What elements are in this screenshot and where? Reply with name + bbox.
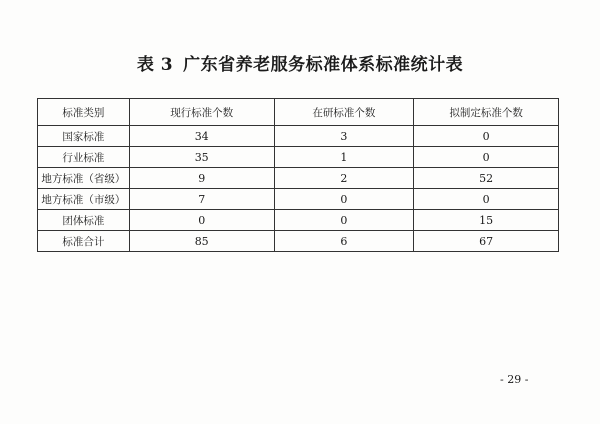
table-row — [38, 189, 559, 210]
category-cell: 标准合计 — [38, 231, 130, 252]
table-row — [38, 168, 559, 189]
category-cell: 国家标准 — [38, 126, 130, 147]
table-header-row — [38, 99, 559, 126]
current-count-cell: 34 — [129, 126, 274, 147]
header-category: 标准类别 — [38, 99, 130, 126]
current-count-cell: 85 — [129, 231, 274, 252]
researching-count-cell: 6 — [274, 231, 414, 252]
planned-count-cell: 0 — [414, 147, 559, 168]
current-count-cell: 0 — [129, 210, 274, 231]
page-number: - 29 - — [500, 373, 529, 386]
table-row — [38, 147, 559, 168]
table-row — [38, 126, 559, 147]
standards-statistics-table — [37, 98, 559, 252]
researching-count-cell: 1 — [274, 147, 414, 168]
category-cell: 团体标准 — [38, 210, 130, 231]
current-count-cell: 7 — [129, 189, 274, 210]
planned-count-cell: 52 — [414, 168, 559, 189]
category-cell: 地方标准（市级） — [38, 189, 130, 210]
table-row-total — [38, 231, 559, 252]
table-title: 广东省养老服务标准体系标准统计表 — [183, 55, 464, 75]
planned-count-cell: 67 — [414, 231, 559, 252]
researching-count-cell: 0 — [274, 189, 414, 210]
researching-count-cell: 0 — [274, 210, 414, 231]
planned-count-cell: 0 — [414, 189, 559, 210]
category-cell: 地方标准（省级） — [38, 168, 130, 189]
table-label: 表 3 — [136, 55, 174, 75]
current-count-cell: 9 — [129, 168, 274, 189]
header-current-count: 现行标准个数 — [129, 99, 274, 126]
planned-count-cell: 15 — [414, 210, 559, 231]
header-researching-count: 在研标准个数 — [274, 99, 414, 126]
planned-count-cell: 0 — [414, 126, 559, 147]
header-planned-count: 拟制定标准个数 — [414, 99, 559, 126]
table-row — [38, 210, 559, 231]
category-cell: 行业标准 — [38, 147, 130, 168]
document-title — [0, 50, 600, 75]
current-count-cell: 35 — [129, 147, 274, 168]
researching-count-cell: 3 — [274, 126, 414, 147]
researching-count-cell: 2 — [274, 168, 414, 189]
